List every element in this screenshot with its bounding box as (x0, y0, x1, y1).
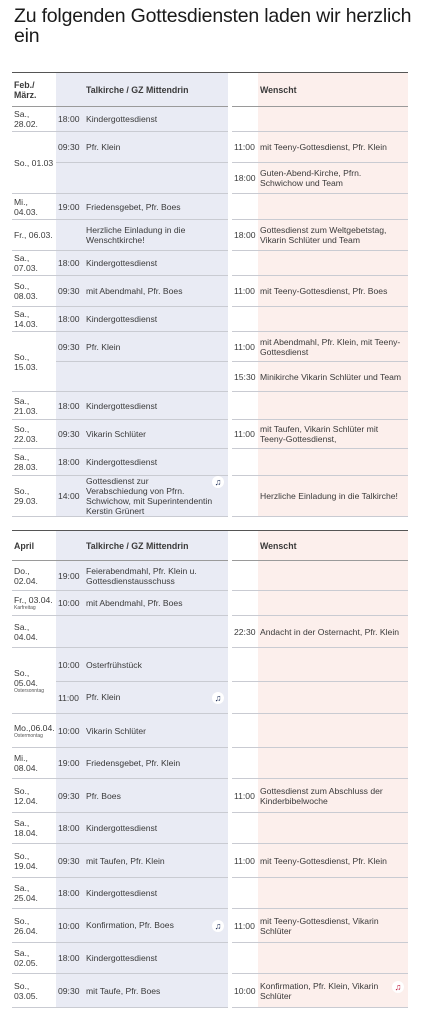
table-row: So., 19.04. 09:30 mit Taufen, Pfr. Klein 11:00 mit Teeny-Gottesdienst, Pfr. Klein (12, 844, 408, 878)
table-row: Mi., 08.04. 19:00 Friedensgebet, Pfr. Klein (12, 748, 408, 779)
table-row: Sa., 07.03. 18:00 Kindergottesdienst (12, 251, 408, 276)
column-header-wenscht: Wenscht (258, 531, 408, 561)
table-row: So., 01.03 09:30 Pfr. Klein 11:00 mit Teeny-Gottesdienst, Pfr. Klein (12, 132, 408, 163)
table-row: So., 05.04. Ostersonntag 10:00 Osterfrühstück (12, 648, 408, 682)
column-header-talkirche: Talkirche / GZ Mittendrin (84, 73, 228, 107)
page-title: Zu folgenden Gottesdiensten laden wir herzlich ein (14, 5, 412, 47)
table-row: 18:00 Guten-Abend-Kirche, Pfrn. Schwichow und Team (12, 163, 408, 194)
table-row: Sa., 14.03. 18:00 Kindergottesdienst (12, 307, 408, 332)
table-row: 11:00 ♫ Pfr. Klein (12, 682, 408, 714)
table-row: So., 15.03. 09:30 Pfr. Klein 11:00 mit Abendmahl, Pfr. Klein, mit Teeny-Gottesdienst (12, 332, 408, 362)
schedule-table-april (12, 530, 408, 1008)
table-row: So., 22.03. 09:30 Vikarin Schlüter 11:00 mit Taufen, Vikarin Schlüter mit Teeny-Gottesdienst, (12, 420, 408, 449)
music-note-icon: ♫ (212, 920, 224, 932)
table-row: Sa., 28.03. 18:00 Kindergottesdienst (12, 449, 408, 476)
table-row: Mo.,06.04. Ostermontag 10:00 Vikarin Schlüter (12, 714, 408, 748)
table-row: So., 08.03. 09:30 mit Abendmahl, Pfr. Boes 11:00 mit Teeny-Gottesdienst, Pfr. Boes (12, 276, 408, 307)
table-row: So., 29.03. 14:00 ♫ Gottesdienst zur Verabschiedung von Pfrn. Schwichow, mit Superintendentin Kerstin Grünert Herzliche Einladung in die Talkirche! (12, 476, 408, 517)
music-note-icon: ♫ (212, 476, 224, 488)
section-heading: Feb./ März. (12, 73, 56, 107)
table-row: Sa., 21.03. 18:00 Kindergottesdienst (12, 392, 408, 420)
table-row: Sa., 02.05. 18:00 Kindergottesdienst (12, 943, 408, 974)
schedule-table-march (12, 72, 408, 517)
music-note-icon: ♫ (212, 692, 224, 704)
table-row: Mi., 04.03. 19:00 Friedensgebet, Pfr. Boes (12, 194, 408, 220)
music-note-icon: ♫ (392, 981, 404, 993)
column-header-wenscht: Wenscht (258, 73, 408, 107)
table-row: Sa., 25.04. 18:00 Kindergottesdienst (12, 878, 408, 909)
table-row: Sa., 28.02. 18:00 Kindergottesdienst (12, 107, 408, 132)
table-row: 15:30 Minikirche Vikarin Schlüter und Team (12, 362, 408, 392)
table-row: Do., 02.04. 19:00 Feierabendmahl, Pfr. Klein u. Gottesdienstausschuss (12, 561, 408, 591)
table-row: Sa., 18.04. 18:00 Kindergottesdienst (12, 813, 408, 844)
table-row: Fr., 06.03. Herzliche Einladung in die Wenschtkirche! 18:00 Gottesdienst zum Weltgebetstag, Vikarin Schlüter und Team (12, 220, 408, 251)
column-header-talkirche: Talkirche / GZ Mittendrin (84, 531, 228, 561)
table-row: So., 03.05. 09:30 mit Taufe, Pfr. Boes 10:00 ♫ Konfirmation, Pfr. Klein, Vikarin Schlüter (12, 974, 408, 1008)
table-row: So., 12.04. 09:30 Pfr. Boes 11:00 Gottesdienst zum Abschluss der Kinderbibelwoche (12, 779, 408, 813)
table-row: Fr., 03.04. Karfreitag 10:00 mit Abendmahl, Pfr. Boes (12, 591, 408, 616)
table-row: So., 26.04. 10:00 ♫ Konfirmation, Pfr. Boes 11:00 mit Teeny-Gottesdienst, Vikarin Schlüter (12, 909, 408, 943)
table-row: Sa., 04.04. 22:30 Andacht in der Osternacht, Pfr. Klein (12, 616, 408, 648)
section-heading: April (12, 531, 56, 561)
